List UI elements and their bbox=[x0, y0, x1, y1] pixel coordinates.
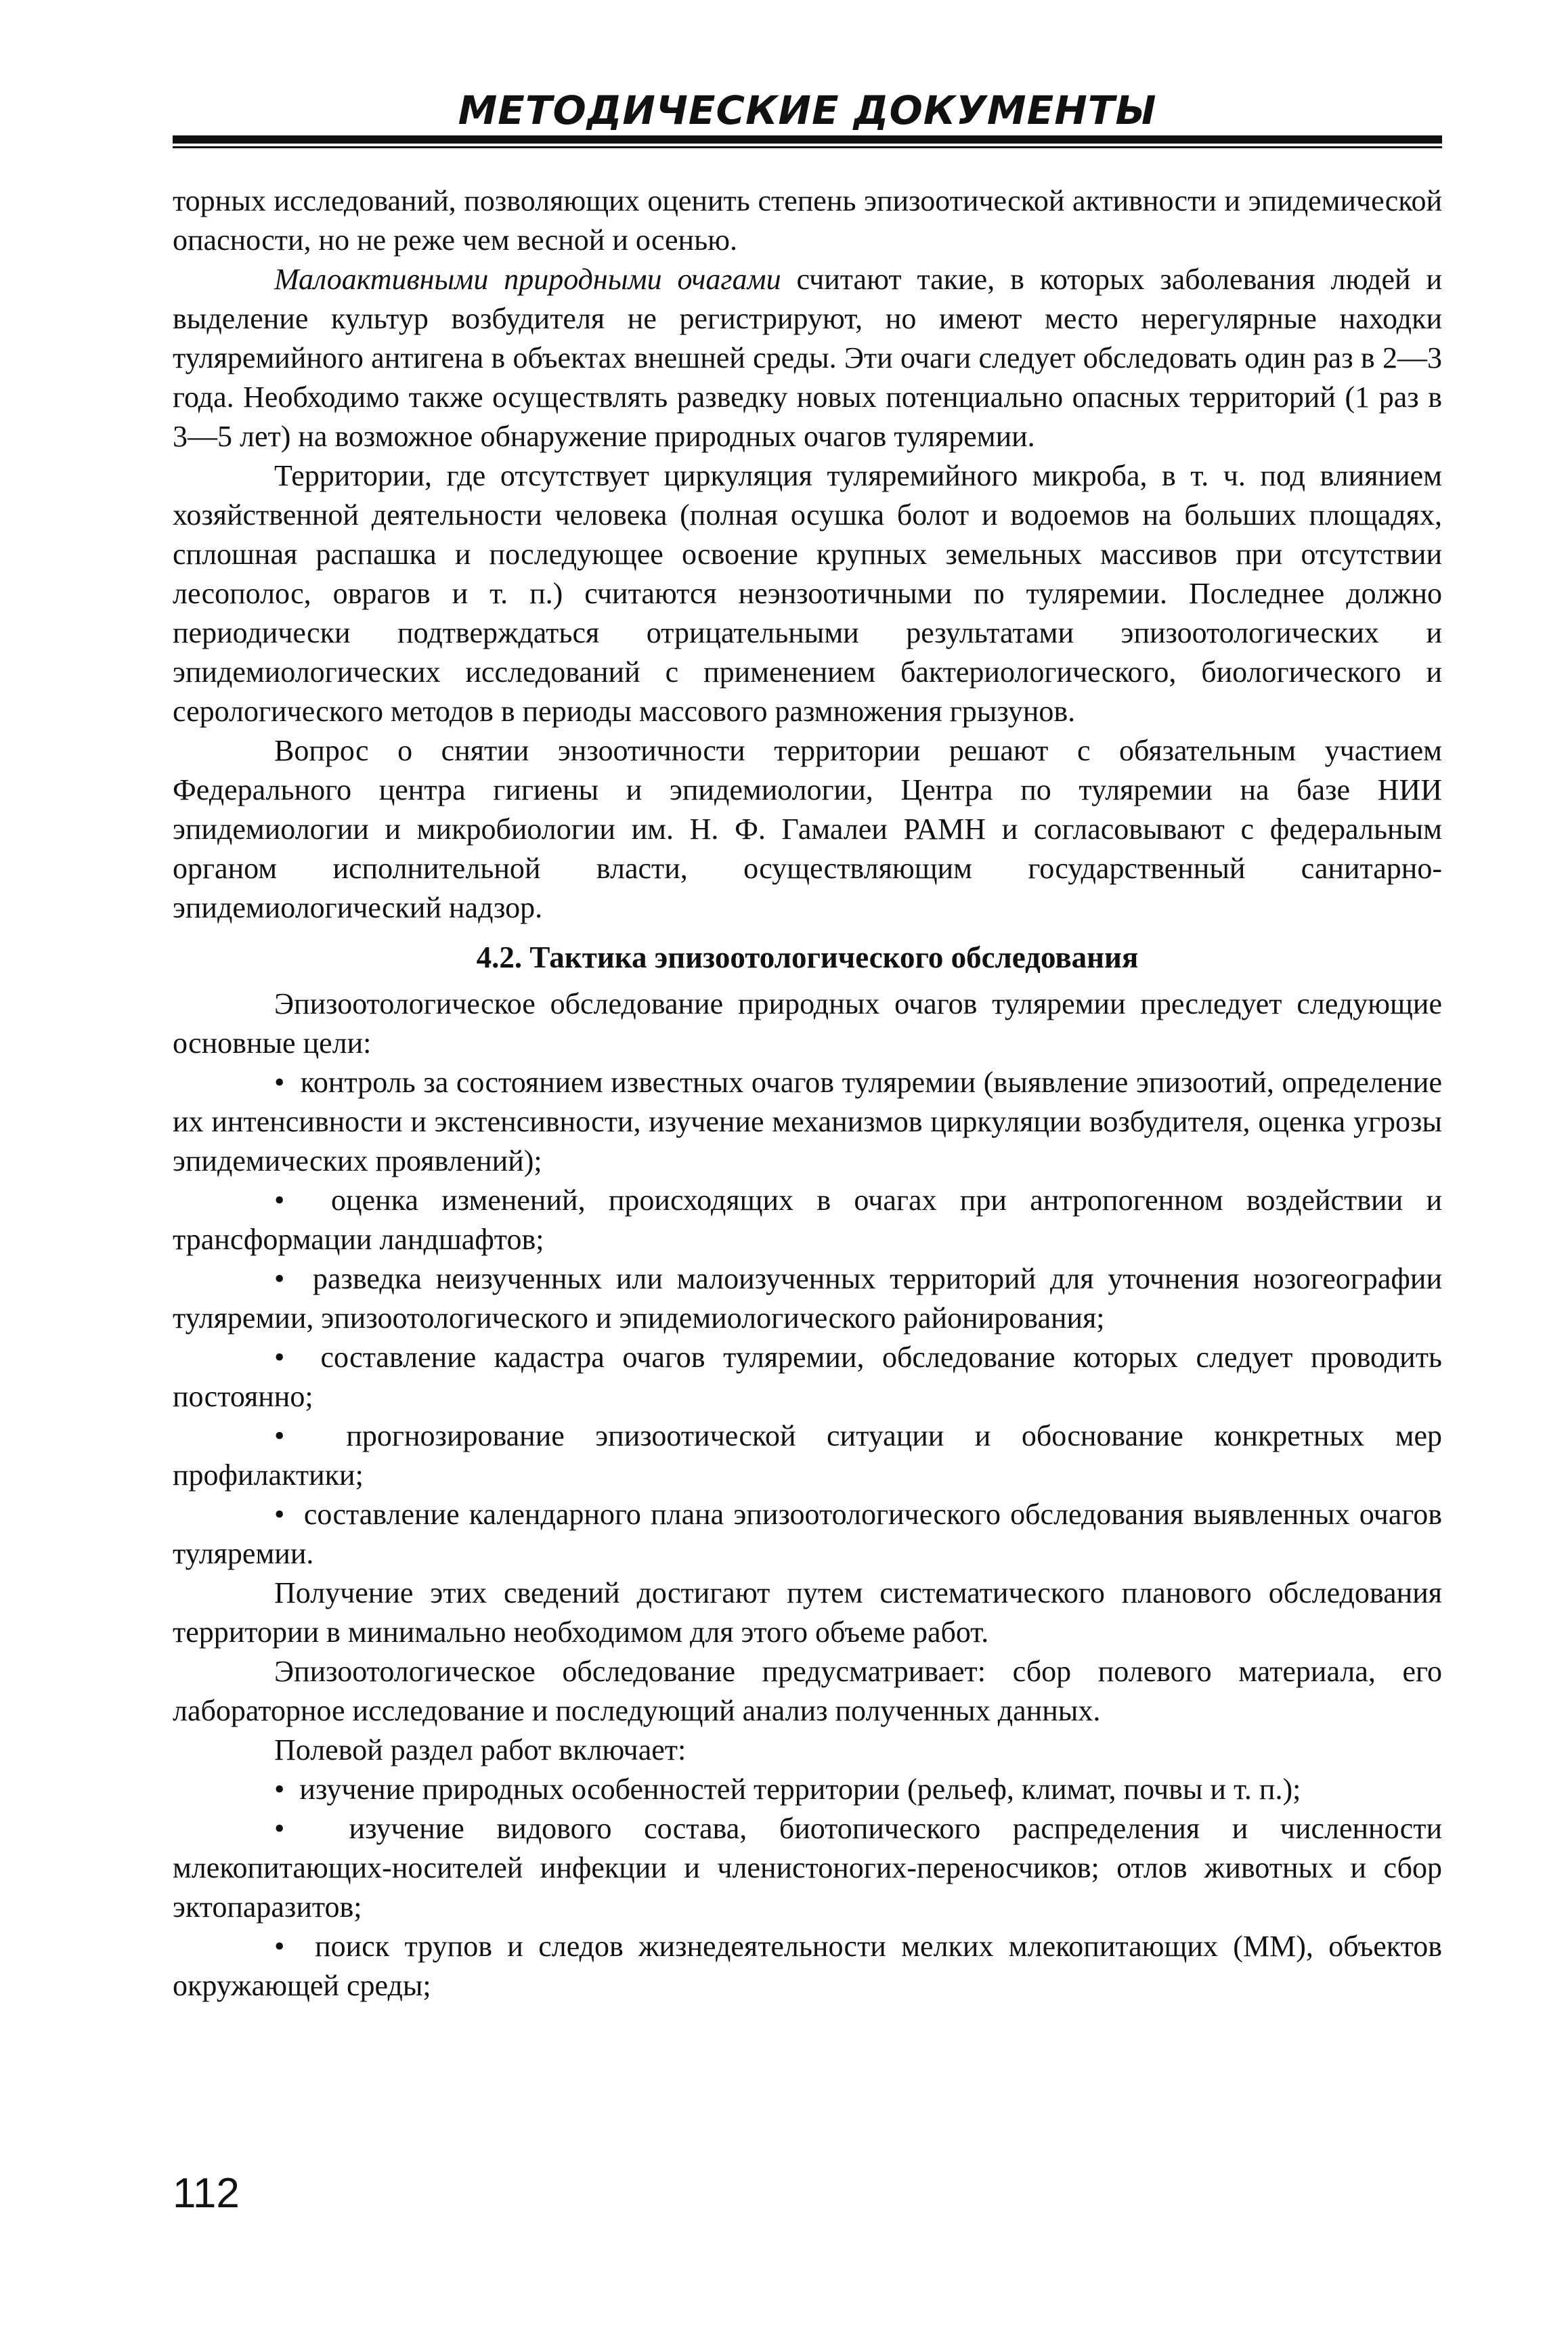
running-header: МЕТОДИЧЕСКИЕ ДОКУМЕНТЫ bbox=[458, 87, 1157, 133]
paragraph bbox=[173, 260, 1442, 456]
bullet-item: • прогнозирование эпизоотической ситуации и обоснование конкретных мер профилактики; bbox=[173, 1416, 1442, 1495]
bullet-item: • изучение видового состава, биотопического распределения и численности млекопитающих-носителей инфекции и членистоногих-переносчиков; отлов животных и сбор эктопаразитов; bbox=[173, 1809, 1442, 1927]
paragraph-continued: торных исследований, позволяющих оценить степень эпизоотической активности и эпидемической опасности, но не реже чем весной и осенью. bbox=[173, 184, 1442, 257]
paragraph: Эпизоотологическое обследование предусматривает: сбор полевого материала, его лабораторное исследование и последующий анализ полученных данных. bbox=[173, 1655, 1442, 1727]
bullet-item: • контроль за состоянием известных очагов туляремии (выявление эпизоотий, определение их интенсивности и экстенсивности, изучение механизмов циркуляции возбудителя, оценка угрозы эпидемических проявлений); bbox=[173, 1063, 1442, 1181]
header-rule-thin bbox=[173, 146, 1442, 148]
page-number: 112 bbox=[173, 2170, 240, 2217]
paragraph: Полевой раздел работ включает: bbox=[274, 1733, 687, 1766]
italic-term: Малоактивными природными очагами bbox=[274, 263, 781, 296]
paragraph-text: считают такие, в которых заболевания людей и выделение культур возбудителя не регистрируют, но имеют место нерегулярные находки туляремийного антигена в объектах внешней среды. Эти очаги следует обследовать один раз в 2—3 года. Необходимо также осуществлять разведку новых потенциально опасных территорий (1 раз в 3—5 лет) на возможное обнаружение природных очагов туляремии. bbox=[173, 263, 1442, 453]
bullet-item: • поиск трупов и следов жизнедеятельности мелких млекопитающих (ММ), объектов окружающей среды; bbox=[173, 1927, 1442, 2005]
section-heading: 4.2. Тактика эпизоотологического обследования bbox=[476, 940, 1139, 974]
paragraph: Территории, где отсутствует циркуляция туляремийного микроба, в т. ч. под влиянием хозяйственной деятельности человека (полная осушка болот и водоемов на больших площадях, сплошная распашка и последующее освоение крупных земельных массивов при отсутствии лесополос, оврагов и т. п.) считаются неэнзоотичными по туляремии. Последнее должно периодически подтверждаться отрицательными результатами эпизоотологических и эпидемиологических исследований с применением бактериологического, биологического и серологического методов в периоды массового размножения грызунов. bbox=[173, 459, 1442, 728]
bullet-item: • разведка неизученных или малоизученных территорий для уточнения нозогеографии туляремии, эпизоотологического и эпидемиологического районирования; bbox=[173, 1259, 1442, 1338]
body-text bbox=[173, 181, 1442, 2005]
paragraph: Получение этих сведений достигают путем систематического планового обследования территории в минимально необходимом для этого объеме работ. bbox=[173, 1576, 1442, 1649]
bullet-item: • изучение природных особенностей территории (рельеф, климат, почвы и т. п.); bbox=[173, 1770, 1442, 1809]
paragraph: Вопрос о снятии энзоотичности территории решают с обязательным участием Федерального центра гигиены и эпидемиологии, Центра по туляремии на базе НИИ эпидемиологии и микробиологии им. Н. Ф. Гамалеи РАМН и согласовывают с федеральным органом исполнительной власти, осуществляющим государственный санитарно-эпидемиологический надзор. bbox=[173, 734, 1442, 924]
bullet-item: • составление кадастра очагов туляремии, обследование которых следует проводить постоянно; bbox=[173, 1338, 1442, 1416]
header-rule-thick bbox=[173, 135, 1442, 144]
paragraph: Эпизоотологическое обследование природных очагов туляремии преследует следующие основные цели: bbox=[173, 987, 1442, 1060]
bullet-item: • оценка изменений, происходящих в очагах при антропогенном воздействии и трансформации ландшафтов; bbox=[173, 1181, 1442, 1259]
bullet-item: • составление календарного плана эпизоотологического обследования выявленных очагов туляремии. bbox=[173, 1495, 1442, 1574]
